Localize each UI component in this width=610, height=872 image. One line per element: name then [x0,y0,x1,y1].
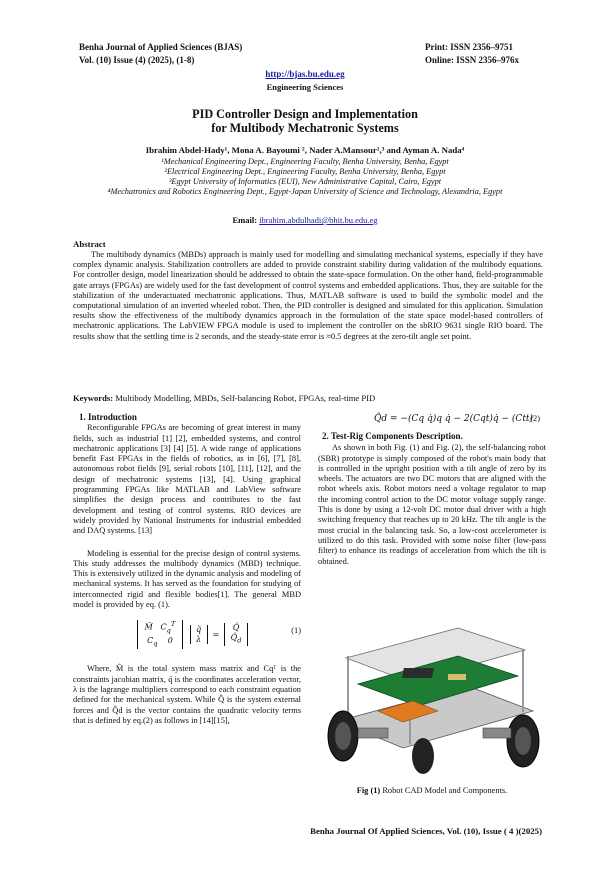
online-issn: Online: ISSN 2356–976x [425,55,520,65]
section-name: Engineering Sciences [266,82,344,92]
page-footer: Benha Journal Of Applied Sciences, Vol. (10), Issue ( 4 )(2025) [310,826,542,836]
affiliation-2: ²Electrical Engineering Dept., Engineering Faculty, Benha University, Benha, Egypt [164,167,446,176]
authors: Ibrahim Abdel-Hady¹, Mona A. Bayoumi ², Nader A.Mansour¹,³ and Ayman A. Nada⁴ [145,145,465,155]
intro-paragraph-2: Modeling is essential for the precise design of control systems. This study addresses the multibody dynamics (MBD) technique. This is extensively utilized in the dynamic analysis and modeling of mechanical systems. It has served as the foundation for studying of interconnected rigid and flexible bodies[1]. The general MBD model is provided by eq. (1). [73,548,301,610]
figure-caption-text: Robot CAD Model and Components. [380,786,508,795]
volume-info: Vol. (10) Issue (4) (2025), (1-8) [79,55,195,65]
left-column [73,412,301,726]
equation-2-body: Q̂d = −(Cq q̇)q q̇ − 2(Cqt)q̇ − (Ctt) [374,414,534,424]
email-line [0,215,610,225]
section-2-heading: 2. Test-Rig Components Description. [322,431,463,441]
robot-cad-image [318,616,546,786]
right-column [318,412,546,567]
journal-url-link[interactable]: http://bjas.bu.edu.eg [265,69,345,79]
equation-1-number: (1) [291,626,301,636]
robot-cad-figure [318,616,546,786]
equation-1 [73,616,301,656]
paper-title [0,107,610,135]
email-link[interactable]: ibrahim.abdulhadi@bhit.bu.edu.eg [259,215,378,225]
affiliations [70,157,540,197]
keywords-label: Keywords: [73,393,114,403]
print-issn: Print: ISSN 2356–9751 [425,42,514,52]
equation-2 [318,412,546,428]
affiliation-4: ⁴Mechatronics and Robotics Engineering Dept., Egypt-Japan University of Science and Technology, Alexandria, Egypt [107,187,503,196]
equation-2-number: (2) [530,414,540,423]
intro-paragraph-3: Where, M̂ is the total system mass matrix and Cqᵀ is the constraints jacobian matrix, q̈ is the coordinates acceleration vector, λ is the lagrange multipliers correspond to each constraint equation defined for the mechanical system. While Q̂ is the system external forces and Q̂d is the vector contains the quadratic velocity terms that is defined by eq.(2) as follows in [14][15], [73,664,301,725]
testrig-paragraph: As shown in both Fig. (1) and Fig. (2), the self-balancing robot (SBR) prototype is simply composed of the robot's main body that is controlled in the upright position with a tilt angle of zero by its wheels. The actuators are two DC motors that are aligned with the robot wheels axis. Robot motors need a voltage regulator to map the incoming control action to the DC motor voltage supply range. This is done by using a 12-volt DC motor dual driver with a high switching frequency that reaches up to 20 kHz. The tilt angle is the most crucial in the balancing task. So, a low-cost accelerometer is utilized to do this task. Provided with some noise filter (low-pass filter) to enhance its readings of acceleration from which the tilt is obtained. [318,443,546,566]
email-label: Email: [232,215,258,225]
figure-caption-label: Fig (1) [356,786,381,795]
figure-caption [318,786,546,795]
keywords-text: Multibody Modelling, MBDs, Self-balancing Robot, FPGAs, real-time PID [115,393,376,403]
equation-1-body: M̂ $C_q^T$ $C_q$ 0 q̈ λ = Q̂ $Q̂_d$ [135,620,250,649]
abstract-text: The multibody dynamics (MBDs) approach is mainly used for modelling and simulating mechanical systems, especially if they have complex dynamic analysis. Stabilization controllers are added to provide constraint stability during validation of the multibody equations. For controller design, model linearization should be addressed to obtain the state-space formulation. On the other hand, field-programmable gate arrays (FPGAs) are widely used for the fast development of control systems and embedded applications. Thus, they are suitable for the stabilization of the underactuated mechatronic applications. Thus, MATLAB software is used to build the symbolic model and the computational simulation of an inverted wheeled robot. Then, the PID controller is designed and simulated for this application. Simulation results show the effectiveness of the multibody dynamics approach in the formulation of the state space model-based controllers of mechatronic applications. The LabVIEW FPGA module is used to implement the controller on the sbRIO 9631 single RIO board. The results show that the settling time is 2 seconds, and the steady-state error is ≈0.5 degrees at the zero-tilt angle set point. [73,250,543,341]
affiliation-1: ¹Mechanical Engineering Dept., Engineering Faculty, Benha University, Benha, Egypt [161,157,449,166]
title-line-2: for Multibody Mechatronic Systems [211,121,399,135]
affiliation-3: ³Egypt University of Informatics (EUI), New Administrative Capital, Cairo, Egypt [168,177,442,186]
section-1-heading: 1. Introduction [79,412,137,422]
keywords-line [73,393,375,403]
abstract-heading: Abstract [73,239,106,249]
intro-paragraph-1: Reconfigurable FPGAs are becoming of great interest in many fields, such as industrial [1] [2], embedded systems, and control mechatronic applications [3] [4] [5]. A wide range of applications benefit Fast FPGAs in the fields of robotics, as in [6], [7], [8], autonomous robot fields [9], serial robots [10], [11], [12], and the design of mechatronic systems [13], [4]. Using graphical programming FPGAs like MATLAB and LabView software simplifies the design process and contributes to the fast development and testing of control systems. RIO devices are widely provided by National Instruments for industrial embedded and DAQ systems. [13] [73,423,301,536]
journal-name: Benha Journal of Applied Sciences (BJAS) [79,42,243,52]
title-line-1: PID Controller Design and Implementation [192,107,418,121]
